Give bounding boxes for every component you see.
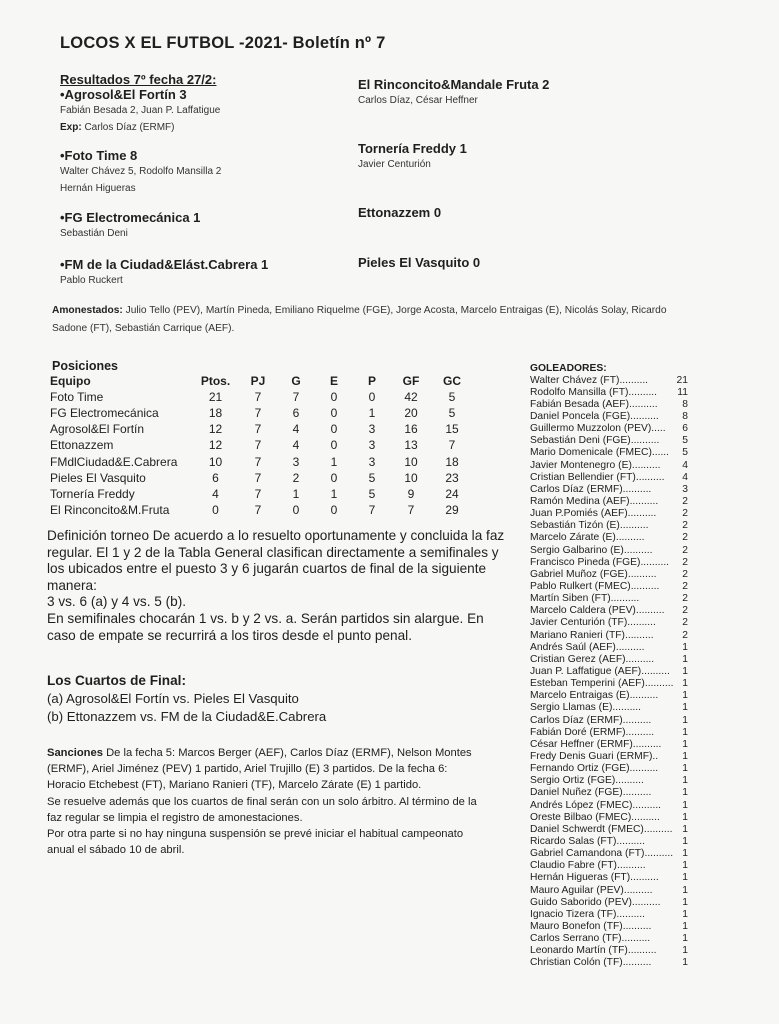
scorer-goals: 2 — [682, 617, 688, 629]
lost-cell: 5 — [368, 486, 376, 501]
scorer-name: Mauro Bonefon (TF).......... — [530, 920, 652, 932]
scorer-goals: 1 — [682, 835, 688, 847]
scorer-row — [530, 630, 688, 642]
scorer-name: Fabián Besada (AEF).......... — [530, 398, 658, 410]
scorer-goals: 1 — [682, 641, 688, 653]
scorer-row — [530, 872, 688, 884]
match-1-away — [358, 77, 549, 109]
scorer-row — [530, 690, 688, 702]
team-name-cell: Ettonazzem — [50, 438, 114, 453]
scorer-goals: 1 — [682, 653, 688, 665]
scorer-row — [530, 678, 688, 690]
played-cell: 7 — [254, 454, 262, 469]
scorer-row — [530, 727, 688, 739]
scorer-row — [530, 399, 688, 411]
won-cell: 2 — [292, 470, 300, 485]
scorer-goals: 2 — [682, 532, 688, 544]
scorer-name: Daniel Schwerdt (FMEC).......... — [530, 823, 673, 835]
definition-paragraph: Definición torneo De acuerdo a lo resuelto oportunamente y concluida la faz regular. El 1 y 2 de la Tabla General clasifican directamente a semifinales y los ubicados entre el puesto 3 y 6 jugarán cuartos de final de la siguiente manera: — [47, 528, 505, 593]
scorer-name: Marcelo Zárate (E).......... — [530, 532, 645, 544]
scorer-goals: 1 — [682, 763, 688, 775]
scorers: Pablo Ruckert — [60, 275, 123, 286]
header-goals-for: GF — [402, 374, 420, 389]
standings-title: Posiciones — [52, 359, 118, 373]
scorer-row — [530, 447, 688, 459]
standings-row — [50, 486, 473, 502]
scorer-goals: 1 — [682, 799, 688, 811]
team-score: •Foto Time 8 — [60, 148, 138, 163]
header-points: Ptos. — [200, 374, 231, 389]
scorer-name: Cristian Bellendier (FT).......... — [530, 471, 665, 483]
definition-semifinals: En semifinales chocarán 1 vs. b y 2 vs. a. Serán partidos sin alargue. En caso de empate se recurrirá a los tiros desde el punto penal. — [47, 610, 484, 643]
scorer-goals: 1 — [682, 945, 688, 957]
goals-for-cell: 16 — [404, 422, 418, 437]
scorer-name: Sergio Llamas (E).......... — [530, 702, 642, 714]
scorer-goals: 5 — [682, 435, 688, 447]
scorer-name: Juan P.Pomiés (AEF).......... — [530, 508, 657, 520]
scorer-goals: 2 — [682, 544, 688, 556]
scorer-goals: 5 — [682, 447, 688, 459]
drawn-cell: 0 — [330, 422, 338, 437]
cautioned-label: Amonestados: — [52, 305, 123, 316]
match-2-home — [60, 148, 221, 197]
played-cell: 7 — [254, 390, 262, 405]
scorer-row — [530, 800, 688, 812]
sanctions-note: Se resuelve además que los cuartos de final serán con un solo árbitro. Al término de la faz regular se limpia el registro de amonestaciones. — [47, 795, 477, 824]
scorer-goals: 4 — [682, 459, 688, 471]
scorer-row — [530, 508, 688, 520]
drawn-cell: 0 — [330, 502, 338, 517]
scorer-goals: 1 — [682, 714, 688, 726]
scorer-name: Walter Chávez (FT).......... — [530, 374, 649, 386]
scorer-row — [530, 569, 688, 581]
team-score: El Rinconcito&Mandale Fruta 2 — [358, 77, 550, 92]
scorer-row — [530, 496, 688, 508]
scorer-row — [530, 411, 688, 423]
scorer-goals: 3 — [682, 483, 688, 495]
scorer-row — [530, 775, 688, 787]
header-won: G — [291, 374, 301, 389]
scorer-row — [530, 836, 688, 848]
scorer-row — [530, 460, 688, 472]
scorer-name: Martín Siben (FT).......... — [530, 593, 640, 605]
scorer-row — [530, 642, 688, 654]
scorer-name: Fernando Ortiz (FGE).......... — [530, 763, 659, 775]
goals-against-cell: 29 — [445, 502, 459, 517]
scorer-row — [530, 654, 688, 666]
won-cell: 1 — [292, 486, 300, 501]
scorer-goals: 2 — [682, 605, 688, 617]
scorer-name: Carlos Díaz (ERMF).......... — [530, 714, 652, 726]
played-cell: 7 — [254, 486, 262, 501]
lost-cell: 0 — [368, 390, 376, 405]
definition-pairings: 3 vs. 6 (a) y 4 vs. 5 (b). — [47, 594, 186, 610]
played-cell: 7 — [254, 470, 262, 485]
scorer-goals: 1 — [682, 750, 688, 762]
scorer-goals: 1 — [682, 896, 688, 908]
goals-against-cell: 5 — [448, 406, 456, 421]
goals-for-cell: 13 — [404, 438, 418, 453]
scorer-goals: 8 — [682, 411, 688, 423]
scorer-name: Mauro Aguilar (PEV).......... — [530, 884, 653, 896]
scorer-row — [530, 375, 688, 387]
match-4-away — [358, 255, 480, 270]
scorer-goals: 2 — [682, 520, 688, 532]
scorer-goals: 1 — [682, 811, 688, 823]
scorer-row — [530, 739, 688, 751]
scorer-row — [530, 909, 688, 921]
sanctions — [47, 745, 487, 858]
cautioned-text: Julio Tello (PEV), Martín Pineda, Emiliano Riquelme (FGE), Jorge Acosta, Marcelo Entraigas (E), Nicolás Solay, Ricardo Sadone (FT), Sebastián Carrique (AEF). — [52, 305, 667, 334]
team-name-cell: El Rinconcito&M.Fruta — [50, 502, 170, 517]
scorer-goals: 1 — [682, 678, 688, 690]
won-cell: 6 — [292, 406, 300, 421]
drawn-cell: 0 — [330, 438, 338, 453]
scorer-name: Oreste Bilbao (FMEC).......... — [530, 811, 660, 823]
team-score: •Agrosol&El Fortín 3 — [60, 87, 187, 102]
scorer-goals: 11 — [677, 386, 688, 398]
scorer-name: Fabián Doré (ERMF).......... — [530, 726, 655, 738]
scorer-goals: 8 — [682, 398, 688, 410]
goals-for-cell: 10 — [404, 454, 418, 469]
scorer-name: Sebastián Tizón (E).......... — [530, 520, 649, 532]
scorer-row — [530, 945, 688, 957]
points-cell: 0 — [212, 502, 219, 517]
scorer-name: Gabriel Camandona (FT).......... — [530, 848, 674, 860]
scorer-row — [530, 520, 688, 532]
team-score: •FM de la Ciudad&Elást.Cabrera 1 — [60, 257, 269, 272]
standings-row — [50, 421, 473, 437]
won-cell: 0 — [292, 502, 300, 517]
scorer-row — [530, 957, 688, 969]
scorer-goals: 2 — [682, 593, 688, 605]
scorer-name: Ignacio Tizera (TF).......... — [530, 908, 646, 920]
won-cell: 3 — [292, 454, 300, 469]
won-cell: 4 — [292, 422, 300, 437]
scorer-goals: 1 — [682, 690, 688, 702]
scorer-name: Gabriel Muñoz (FGE).......... — [530, 568, 657, 580]
drawn-cell: 1 — [330, 454, 338, 469]
scorer-row — [530, 581, 688, 593]
scorer-row — [530, 532, 688, 544]
scorer-name: Rodolfo Mansilla (FT).......... — [530, 386, 658, 398]
scorer-name: Guillermo Muzzolon (PEV)..... — [530, 423, 666, 435]
team-name-cell: Pieles El Vasquito — [50, 470, 146, 485]
scorer-goals: 2 — [682, 629, 688, 641]
scorer-row — [530, 885, 688, 897]
scorer-row — [530, 787, 688, 799]
scorer-name: Fredy Denis Guari (ERMF).. — [530, 750, 659, 762]
scorer-goals: 1 — [682, 957, 688, 969]
points-cell: 18 — [208, 406, 223, 421]
scorer-name: Francisco Pineda (FGE).......... — [530, 556, 670, 568]
scorers: Javier Centurión — [358, 159, 431, 170]
header-goals-against: GC — [443, 374, 461, 389]
scorer-row — [530, 605, 688, 617]
scorer-name: Pablo Rulkert (FMEC).......... — [530, 580, 660, 592]
team-name-cell: Tornería Freddy — [50, 486, 135, 501]
team-name-cell: FMdlCiudad&E.Cabrera — [50, 454, 178, 469]
scorer-name: Javier Centurión (TF).......... — [530, 617, 656, 629]
scorer-name: Ricardo Salas (FT).......... — [530, 835, 646, 847]
team-score: Ettonazzem 0 — [358, 205, 442, 220]
scorer-row — [530, 921, 688, 933]
exp-text: Carlos Díaz (ERMF) — [84, 122, 175, 133]
standings-row — [50, 437, 473, 453]
scorer-name: Andrés López (FMEC).......... — [530, 799, 662, 811]
scorer-name: Mariano Ranieri (TF).......... — [530, 629, 654, 641]
scorer-name: Sergio Galbarino (E).......... — [530, 544, 653, 556]
standings-row — [50, 453, 473, 469]
goals-against-cell: 18 — [445, 454, 459, 469]
scorer-name: Sebastián Deni (FGE).......... — [530, 435, 660, 447]
scorers: Walter Chávez 5, Rodolfo Mansilla 2 — [60, 166, 222, 177]
team-score: Tornería Freddy 1 — [358, 141, 467, 156]
team-name-cell: Foto Time — [50, 390, 104, 405]
scorer-row — [530, 860, 688, 872]
goals-for-cell: 9 — [407, 486, 415, 501]
points-cell: 12 — [208, 438, 223, 453]
goals-against-cell: 15 — [445, 422, 459, 437]
quarterfinals — [47, 672, 507, 726]
scorer-goals: 1 — [682, 884, 688, 896]
drawn-cell: 0 — [330, 470, 338, 485]
scorer-name: Ramón Medina (AEF).......... — [530, 496, 659, 507]
scorer-name: Carlos Díaz (ERMF).......... — [530, 483, 652, 495]
lost-cell: 3 — [368, 438, 376, 453]
scorer-name: Carlos Serrano (TF).......... — [530, 933, 651, 945]
team-score: Pieles El Vasquito 0 — [358, 255, 481, 270]
scorer-name: Leonardo Martín (TF).......... — [530, 945, 657, 957]
scorer-name: Mario Domenicale (FMEC)...... — [530, 447, 670, 459]
scorer-row — [530, 848, 688, 860]
scorer-goals: 4 — [682, 471, 688, 483]
drawn-cell: 0 — [330, 406, 338, 421]
scorer-row — [530, 484, 688, 496]
results-heading: Resultados 7º fecha 27/2: — [60, 72, 217, 87]
scorer-row — [530, 897, 688, 909]
scorer-goals: 1 — [682, 726, 688, 738]
scorer-row — [530, 702, 688, 714]
top-scorers-list — [530, 375, 688, 970]
scorer-row — [530, 545, 688, 557]
tournament-definition — [47, 528, 509, 644]
team-score: •FG Electromecánica 1 — [60, 210, 201, 225]
standings-row — [50, 389, 473, 405]
scorers: Fabián Besada 2, Juan P. Laffatigue — [60, 105, 221, 116]
top-scorers — [530, 363, 688, 969]
scorer-goals: 2 — [682, 496, 688, 507]
goals-against-cell: 5 — [448, 390, 456, 405]
scorer-name: Guido Saborido (PEV).......... — [530, 896, 661, 908]
header-played: PJ — [250, 374, 266, 389]
scorer-goals: 1 — [682, 823, 688, 835]
scorer-name: Sergio Ortiz (FGE).......... — [530, 775, 644, 787]
match-2-away — [358, 141, 467, 173]
scorer-row — [530, 557, 688, 569]
goals-for-cell: 20 — [404, 406, 418, 421]
scorer-goals: 1 — [682, 848, 688, 860]
scorer-goals: 2 — [682, 580, 688, 592]
points-cell: 6 — [212, 470, 219, 485]
standings-header-row — [50, 373, 473, 389]
header-lost: P — [367, 374, 376, 389]
scorer-goals: 1 — [682, 860, 688, 872]
scorer-name: Esteban Temperini (AEF).......... — [530, 678, 674, 690]
goals-against-cell: 7 — [448, 438, 456, 453]
scorer-row — [530, 933, 688, 945]
scorer-name: Javier Montenegro (E).......... — [530, 459, 661, 471]
sanctions-paragraph — [47, 745, 487, 794]
lost-cell: 5 — [368, 470, 376, 485]
scorer-row — [530, 593, 688, 605]
played-cell: 7 — [254, 406, 262, 421]
expulsion — [60, 119, 220, 136]
scorer-name: Christian Colón (TF).......... — [530, 957, 652, 969]
quarterfinal-b: (b) Ettonazzem vs. FM de la Ciudad&E.Cabrera — [47, 709, 327, 724]
match-3-away — [358, 205, 441, 220]
quarterfinal-a: (a) Agrosol&El Fortín vs. Pieles El Vasquito — [47, 691, 299, 706]
scorer-name: César Heffner (ERMF).......... — [530, 738, 662, 750]
played-cell: 7 — [254, 422, 262, 437]
header-drawn: E — [329, 374, 338, 389]
scorer-row — [530, 824, 688, 836]
drawn-cell: 1 — [330, 486, 338, 501]
scorer-name: Hernán Higueras (FT).......... — [530, 872, 659, 884]
top-scorers-heading: GOLEADORES: — [530, 363, 607, 374]
goals-for-cell: 42 — [404, 390, 418, 405]
scorer-goals: 1 — [682, 872, 688, 884]
scorer-row — [530, 751, 688, 763]
scorer-row — [530, 435, 688, 447]
scorer-goals: 2 — [682, 556, 688, 568]
won-cell: 4 — [292, 438, 300, 453]
points-cell: 10 — [208, 454, 223, 469]
team-name-cell: Agrosol&El Fortín — [50, 422, 145, 437]
sanctions-label: Sanciones — [47, 747, 103, 759]
scorer-goals: 1 — [682, 775, 688, 787]
points-cell: 12 — [208, 422, 223, 437]
scorer-goals: 2 — [682, 568, 688, 580]
sanctions-text: De la fecha 5: Marcos Berger (AEF), Carlos Díaz (ERMF), Nelson Montes (ERMF), Ariel Jiménez (PEV) 1 partido, Ariel Trujillo (E) 3 partidos. De la fecha 6: Horacio Etchebest (FT), Mariano Ranieri (TF), Marcelo Zárate (E) 1 partido. — [47, 747, 472, 792]
team-name-cell: FG Electromecánica — [50, 406, 159, 421]
goals-against-cell: 24 — [445, 486, 459, 501]
lost-cell: 1 — [368, 406, 376, 421]
cautioned-players — [52, 302, 702, 338]
lost-cell: 3 — [368, 422, 376, 437]
scorer-row — [530, 472, 688, 484]
sanctions-note: Por otra parte si no hay ninguna suspensión se prevé iniciar el habitual campeonato anual el sábado 10 de abril. — [47, 828, 464, 857]
scorer-row — [530, 423, 688, 435]
won-cell: 7 — [292, 390, 300, 405]
scorers: Sebastián Deni — [60, 228, 128, 239]
scorer-row — [530, 387, 688, 399]
scorer-row — [530, 763, 688, 775]
lost-cell: 3 — [368, 454, 376, 469]
scorer-goals: 2 — [682, 508, 688, 520]
standings-table — [50, 373, 473, 518]
scorer-name: Daniel Nuñez (FGE).......... — [530, 787, 652, 799]
scorer-name: Andrés Saúl (AEF).......... — [530, 641, 645, 653]
scorer-goals: 21 — [676, 374, 688, 386]
scorer-name: Daniel Poncela (FGE).......... — [530, 411, 659, 423]
scorer-goals: 1 — [682, 933, 688, 945]
scorer-goals: 1 — [682, 920, 688, 932]
standings-row — [50, 405, 473, 421]
standings-row — [50, 502, 473, 518]
drawn-cell: 0 — [330, 390, 338, 405]
points-cell: 4 — [212, 486, 219, 501]
scorer-name: Claudio Fabre (FT).......... — [530, 860, 646, 872]
scorer-goals: 6 — [682, 423, 688, 435]
lost-cell: 7 — [368, 502, 376, 517]
header-team: Equipo — [50, 374, 91, 389]
scorers: Hernán Higueras — [60, 183, 136, 194]
played-cell: 7 — [254, 438, 262, 453]
exp-label: Exp: — [60, 122, 82, 133]
scorer-name: Marcelo Entraigas (E).......... — [530, 690, 659, 702]
match-4-home — [60, 257, 268, 289]
scorer-row — [530, 666, 688, 678]
scorer-row — [530, 812, 688, 824]
scorer-goals: 1 — [682, 908, 688, 920]
match-1-home — [60, 72, 220, 136]
played-cell: 7 — [254, 502, 262, 517]
standings-row — [50, 470, 473, 486]
bulletin-title: LOCOS X EL FUTBOL -2021- Boletín nº 7 — [60, 34, 386, 52]
goals-against-cell: 23 — [445, 470, 459, 485]
scorer-row — [530, 715, 688, 727]
scorer-name: Marcelo Caldera (PEV).......... — [530, 605, 665, 617]
scorer-goals: 1 — [682, 787, 688, 799]
scorer-goals: 1 — [682, 738, 688, 750]
scorer-name: Juan P. Laffatigue (AEF).......... — [530, 665, 670, 677]
match-3-home — [60, 210, 200, 242]
scorer-goals: 1 — [682, 665, 688, 677]
scorer-row — [530, 617, 688, 629]
points-cell: 21 — [208, 390, 223, 405]
quarterfinals-heading: Los Cuartos de Final: — [47, 673, 186, 688]
goals-for-cell: 10 — [404, 470, 418, 485]
goals-for-cell: 7 — [407, 502, 415, 517]
scorers: Carlos Díaz, César Heffner — [358, 95, 478, 106]
scorer-name: Cristian Gerez (AEF).......... — [530, 653, 655, 665]
scorer-goals: 1 — [682, 702, 688, 714]
